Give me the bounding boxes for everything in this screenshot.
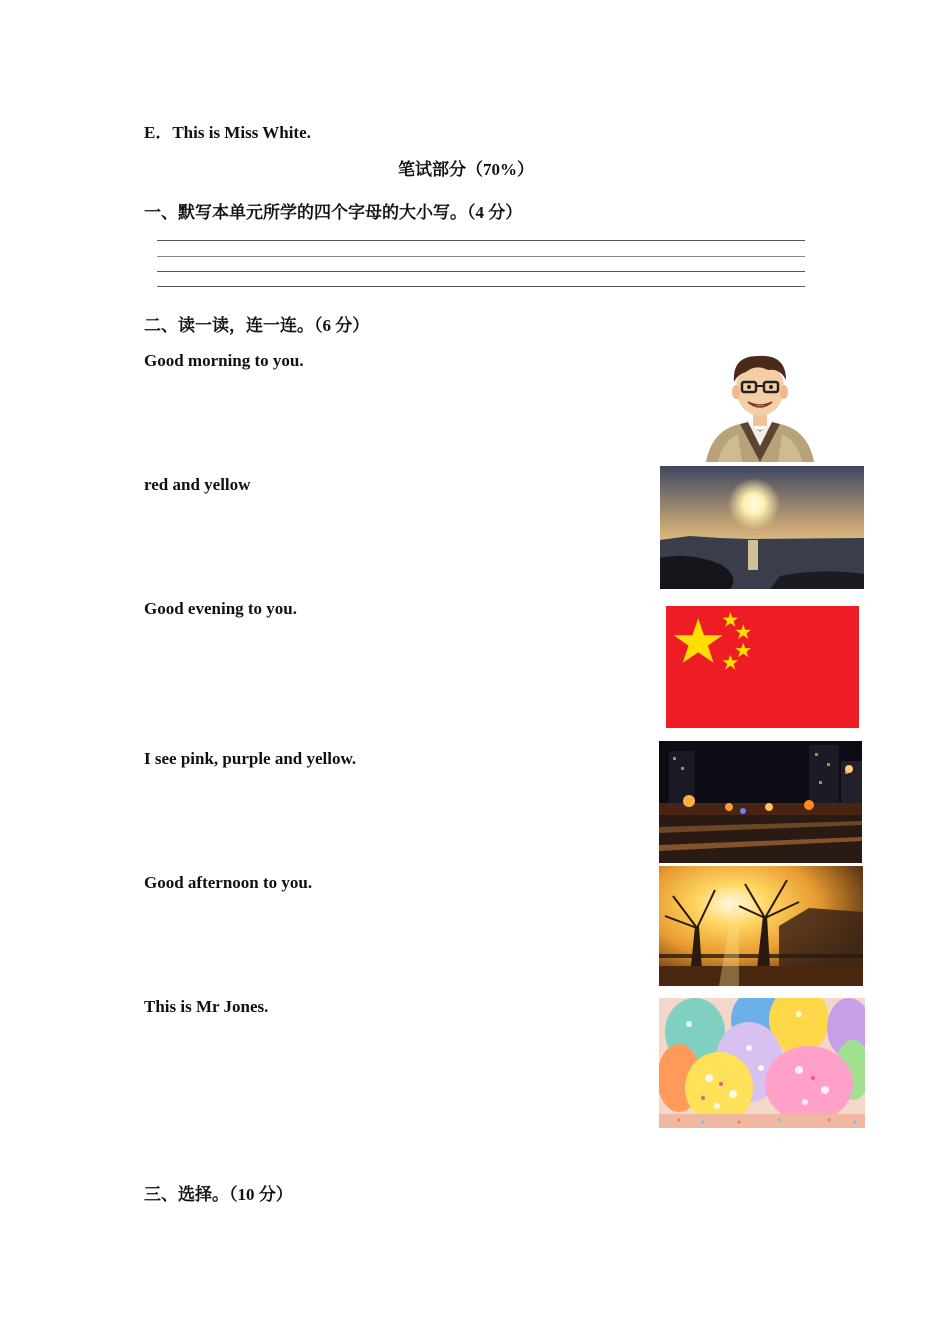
sentence-pink-purple-yellow: I see pink, purple and yellow. [144, 749, 357, 768]
writing-line [157, 240, 805, 241]
sentence-good-morning: Good morning to you. [144, 351, 304, 370]
city-night-image [659, 741, 862, 863]
sunrise-trees-image [659, 866, 863, 986]
writing-line [157, 256, 805, 257]
section2-title: 二、读一读，连一连。（6 分） [144, 316, 370, 335]
sentence-red-and-yellow: red and yellow [144, 475, 251, 494]
writing-line [157, 286, 805, 287]
easter-eggs-image [659, 998, 865, 1128]
section3-title: 三、选择。（10 分） [144, 1185, 293, 1204]
listening-item-e: E．This is Miss White. [144, 123, 311, 142]
cartoon-teacher-image [698, 350, 822, 462]
sentence-good-afternoon: Good afternoon to you. [144, 873, 313, 892]
written-part-title: 笔试部分（70%） [398, 160, 534, 179]
sunset-sea-image [660, 466, 864, 589]
writing-line [157, 271, 805, 272]
sentence-mr-jones: This is Mr Jones. [144, 997, 269, 1016]
chinese-flag-image [666, 606, 859, 728]
section1-title: 一、默写本单元所学的四个字母的大小写。（4 分） [144, 203, 523, 222]
sentence-good-evening: Good evening to you. [144, 599, 298, 618]
